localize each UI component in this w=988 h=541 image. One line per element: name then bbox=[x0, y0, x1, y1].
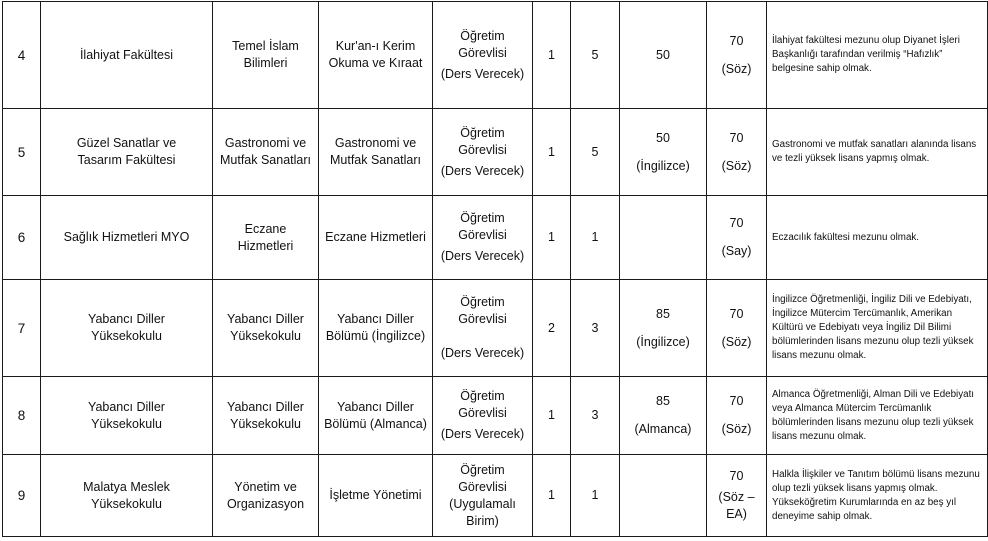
table-row bbox=[3, 2, 988, 109]
ales-score-line: 70 bbox=[729, 306, 744, 321]
unit-line: Yüksekokulu bbox=[91, 416, 162, 431]
program-line: Okuma ve Kıraat bbox=[328, 56, 423, 70]
requirement-cell: İlahiyat fakültesi mezunu olup Diyanet İşleri Başkanlığı tarafından verilmiş “Hafızlık” belgesine sahip olmak. bbox=[767, 2, 988, 109]
program-cell bbox=[319, 280, 433, 377]
ales-weight-cell: 1 bbox=[571, 455, 620, 537]
ales-score-line: EA) bbox=[726, 507, 747, 521]
ales-score-cell bbox=[707, 455, 767, 537]
title-cell bbox=[433, 280, 533, 377]
requirement-cell: Eczacılık fakültesi mezunu olmak. bbox=[767, 196, 988, 280]
language-score-line: (İngilizce) bbox=[636, 158, 690, 173]
title-line: Öğretim bbox=[460, 389, 505, 403]
department-line: Yüksekokulu bbox=[230, 416, 301, 431]
unit-line: Malatya Meslek bbox=[83, 479, 170, 494]
department-line: Yabancı Diller bbox=[227, 399, 304, 414]
unit-cell bbox=[41, 109, 213, 196]
program-line: Mutfak Sanatları bbox=[329, 153, 421, 167]
program-line: Kur'an-ı Kerim bbox=[335, 39, 416, 53]
row-number: 7 bbox=[3, 280, 41, 377]
program-line: Yabancı Diller bbox=[337, 399, 414, 414]
language-score-cell bbox=[620, 196, 707, 280]
ales-score-cell bbox=[707, 109, 767, 196]
count-cell: 1 bbox=[533, 109, 571, 196]
job-listing-table bbox=[2, 1, 988, 537]
title-line: Öğretim bbox=[460, 211, 505, 225]
program-line: Bölümü (Almanca) bbox=[324, 416, 427, 431]
program-line: Gastronomi ve bbox=[334, 136, 417, 150]
department-line: Hizmetleri bbox=[237, 238, 294, 253]
language-score-cell bbox=[620, 455, 707, 537]
ales-score-line: 70 bbox=[729, 216, 744, 230]
title-line: Görevlisi bbox=[458, 406, 507, 420]
department-line: Yabancı Diller bbox=[227, 312, 304, 326]
language-score-line: 50 bbox=[656, 47, 670, 62]
ales-weight-cell: 3 bbox=[571, 377, 620, 455]
department-line: Eczane bbox=[244, 221, 287, 236]
title-line: (Ders Verecek) bbox=[440, 163, 525, 178]
language-score-cell bbox=[620, 280, 707, 377]
unit-cell bbox=[41, 2, 213, 109]
ales-score-line: 70 bbox=[729, 33, 744, 48]
language-score-cell bbox=[620, 2, 707, 109]
title-line: (Ders Verecek) bbox=[440, 249, 525, 263]
unit-cell bbox=[41, 280, 213, 377]
unit-line: Tasarım Fakültesi bbox=[77, 153, 176, 167]
ales-score-line: 70 bbox=[729, 130, 744, 145]
ales-score-cell bbox=[707, 196, 767, 280]
ales-score-line: (Say) bbox=[721, 244, 752, 258]
table-row bbox=[3, 377, 988, 455]
language-score-line: (Almanca) bbox=[634, 422, 692, 436]
ales-score-line: (Söz) bbox=[721, 334, 752, 349]
title-line: Öğretim bbox=[460, 295, 505, 309]
title-cell bbox=[433, 455, 533, 537]
department-line: Gastronomi ve bbox=[224, 136, 307, 150]
title-line: Öğretim bbox=[460, 125, 505, 140]
title-line: Öğretim bbox=[460, 28, 505, 43]
title-line: Görevlisi bbox=[458, 312, 507, 326]
table-row bbox=[3, 455, 988, 537]
title-line: Görevlisi bbox=[458, 142, 507, 157]
language-score-line: (İngilizce) bbox=[636, 334, 690, 349]
department-line: Bilimleri bbox=[243, 56, 288, 70]
ales-score-line: (Söz) bbox=[721, 422, 752, 436]
language-score-line: 50 bbox=[656, 130, 670, 145]
row-number: 9 bbox=[3, 455, 41, 537]
title-cell bbox=[433, 109, 533, 196]
title-line: Görevlisi bbox=[458, 45, 507, 60]
language-score-cell bbox=[620, 377, 707, 455]
title-line: (Ders Verecek) bbox=[440, 427, 525, 441]
requirement-cell: İngilizce Öğretmenliği, İngiliz Dili ve Edebiyatı, İngilizce Mütercim Tercümanlık, Amerikan Kültürü ve Edebiyatı veya İngiliz Dil Bilimi bölümlerinden lisans mezunu olup tezli yüksek lisans mezunu olmak. bbox=[767, 280, 988, 377]
unit-line: İlahiyat Fakültesi bbox=[79, 47, 174, 62]
program-cell bbox=[319, 2, 433, 109]
ales-score-line: (Söz) bbox=[721, 61, 752, 76]
row-number: 5 bbox=[3, 109, 41, 196]
ales-score-cell bbox=[707, 377, 767, 455]
table-row bbox=[3, 196, 988, 280]
count-cell: 1 bbox=[533, 455, 571, 537]
count-cell: 1 bbox=[533, 196, 571, 280]
requirement-cell: Halkla İlişkiler ve Tanıtım bölümü lisans mezunu olup tezli yüksek lisans yapmış olmak. Yükseköğretim Kurumlarında en az beş yıl deneyime sahip olmak. bbox=[767, 455, 988, 537]
title-line: (Ders Verecek) bbox=[440, 346, 525, 360]
title-cell bbox=[433, 2, 533, 109]
department-line: Mutfak Sanatları bbox=[219, 153, 311, 167]
program-cell bbox=[319, 455, 433, 537]
unit-line: Yabancı Diller bbox=[88, 312, 165, 326]
unit-cell bbox=[41, 196, 213, 280]
requirement-cell: Gastronomi ve mutfak sanatları alanında lisans ve tezli yüksek lisans yapmış olmak. bbox=[767, 109, 988, 196]
title-line: (Uygulamalı bbox=[449, 496, 516, 511]
row-number: 4 bbox=[3, 2, 41, 109]
department-cell bbox=[213, 377, 319, 455]
program-line: Bölümü (İngilizce) bbox=[325, 329, 426, 343]
department-cell bbox=[213, 280, 319, 377]
row-number: 6 bbox=[3, 196, 41, 280]
program-cell bbox=[319, 377, 433, 455]
count-cell: 2 bbox=[533, 280, 571, 377]
ales-score-line: 70 bbox=[729, 394, 744, 408]
unit-cell bbox=[41, 455, 213, 537]
unit-line: Yabancı Diller bbox=[88, 399, 165, 414]
program-line: İşletme Yönetimi bbox=[329, 488, 422, 502]
table-row bbox=[3, 109, 988, 196]
program-line: Eczane Hizmetleri bbox=[325, 230, 426, 244]
row-number: 8 bbox=[3, 377, 41, 455]
language-score-cell bbox=[620, 109, 707, 196]
unit-line: Yüksekokulu bbox=[91, 496, 162, 511]
ales-weight-cell: 5 bbox=[571, 109, 620, 196]
department-cell bbox=[213, 2, 319, 109]
title-line: Görevlisi bbox=[458, 228, 507, 242]
requirement-cell: Almanca Öğretmenliği, Alman Dili ve Edebiyatı veya Almanca Mütercim Tercümanlık bölümlerinden lisans mezunu olup tezli yüksek lisans mezunu olmak. bbox=[767, 377, 988, 455]
department-cell bbox=[213, 196, 319, 280]
unit-cell bbox=[41, 377, 213, 455]
unit-line: Yüksekokulu bbox=[91, 329, 162, 343]
program-cell bbox=[319, 196, 433, 280]
count-cell: 1 bbox=[533, 2, 571, 109]
unit-line: Güzel Sanatlar ve bbox=[76, 136, 177, 150]
title-cell bbox=[433, 377, 533, 455]
ales-weight-cell: 1 bbox=[571, 196, 620, 280]
department-cell bbox=[213, 455, 319, 537]
title-line: (Ders Verecek) bbox=[440, 66, 525, 81]
department-line: Organizasyon bbox=[226, 496, 305, 511]
unit-line: Sağlık Hizmetleri MYO bbox=[63, 230, 190, 244]
department-line: Temel İslam bbox=[232, 39, 299, 53]
program-line: Yabancı Diller bbox=[337, 312, 414, 326]
ales-score-cell bbox=[707, 280, 767, 377]
ales-score-cell bbox=[707, 2, 767, 109]
department-line: Yönetim ve bbox=[234, 479, 297, 494]
ales-score-line: 70 bbox=[729, 469, 744, 483]
table-row bbox=[3, 280, 988, 377]
program-cell bbox=[319, 109, 433, 196]
title-line: Görevlisi bbox=[458, 479, 507, 494]
department-cell bbox=[213, 109, 319, 196]
language-score-line: 85 bbox=[656, 306, 670, 321]
language-score-line: 85 bbox=[656, 394, 670, 408]
ales-weight-cell: 3 bbox=[571, 280, 620, 377]
department-line: Yüksekokulu bbox=[230, 329, 301, 343]
title-line: Birim) bbox=[466, 513, 499, 528]
title-cell bbox=[433, 196, 533, 280]
ales-score-line: (Söz) bbox=[721, 158, 752, 173]
title-line: Öğretim bbox=[460, 462, 505, 477]
ales-weight-cell: 5 bbox=[571, 2, 620, 109]
ales-score-line: (Söz – bbox=[718, 490, 755, 504]
count-cell: 1 bbox=[533, 377, 571, 455]
